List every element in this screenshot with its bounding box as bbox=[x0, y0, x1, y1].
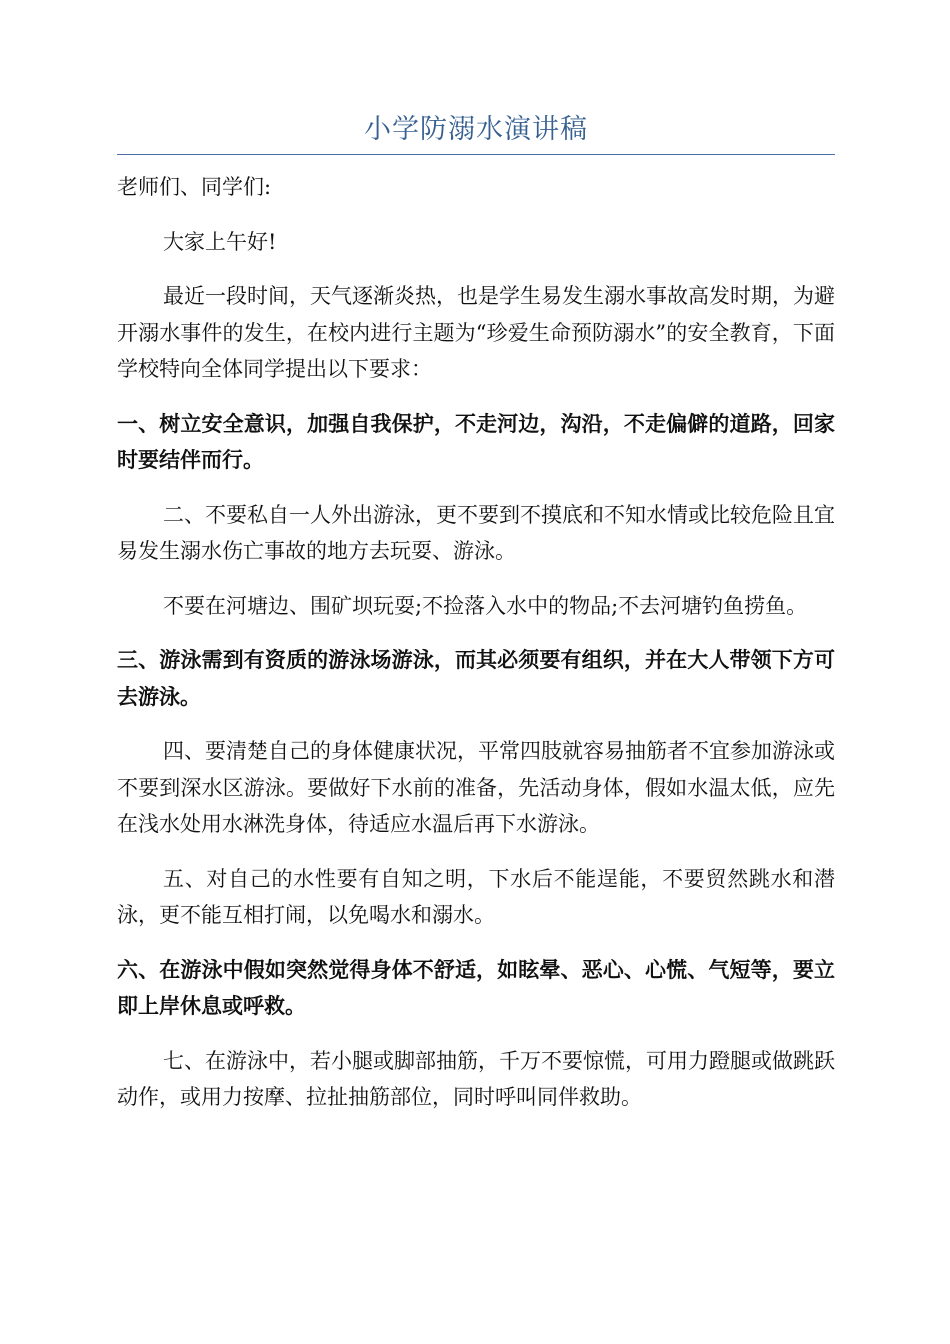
rule-5: 五、对自己的水性要有自知之明，下水后不能逞能，不要贸然跳水和潜泳，更不能互相打闹，以免喝水和溺水。 bbox=[117, 866, 835, 927]
rule-4: 四、要清楚自己的身体健康状况，平常四肢就容易抽筋者不宜参加游泳或不要到深水区游泳。要做好下水前的准备，先活动身体，假如水温太低，应先在浅水处用水淋洗身体，待适应水温后再下水游泳。 bbox=[117, 739, 835, 836]
rule-2: 二、不要私自一人外出游泳，更不要到不摸底和不知水情或比较危险且宜易发生溺水伤亡事故的地方去玩耍、游泳。 bbox=[117, 502, 835, 563]
salutation: 老师们、同学们: bbox=[117, 175, 272, 199]
greeting: 大家上午好! bbox=[163, 229, 277, 254]
title-underline bbox=[117, 154, 835, 155]
intro-paragraph: 最近一段时间，天气逐渐炎热，也是学生易发生溺水事故高发时期，为避开溺水事件的发生，在校内进行主题为“珍爱生命预防溺水”的安全教育，下面学校特向全体同学提出以下要求： bbox=[117, 284, 835, 381]
rule-1: 一、树立安全意识，加强自我保护，不走河边，沟沿，不走偏僻的道路，回家时要结伴而行。 bbox=[117, 410, 835, 472]
rule-6: 六、在游泳中假如突然觉得身体不舒适，如眩晕、恶心、心慌、气短等，要立即上岸休息或呼救。 bbox=[117, 956, 835, 1018]
document-title: 小学防溺水演讲稿 bbox=[364, 114, 588, 145]
document-page bbox=[117, 110, 835, 1134]
rule-3: 三、游泳需到有资质的游泳场游泳，而其必须要有组织，并在大人带领下方可去游泳。 bbox=[117, 647, 835, 709]
rule-7: 七、在游泳中，若小腿或脚部抽筋，千万不要惊慌，可用力蹬腿或做跳跃动作，或用力按摩、拉扯抽筋部位，同时呼叫同伴救助。 bbox=[117, 1048, 835, 1109]
rule-2-continued: 不要在河塘边、围矿坝玩耍;不捡落入水中的物品;不去河塘钓鱼捞鱼。 bbox=[163, 593, 808, 618]
